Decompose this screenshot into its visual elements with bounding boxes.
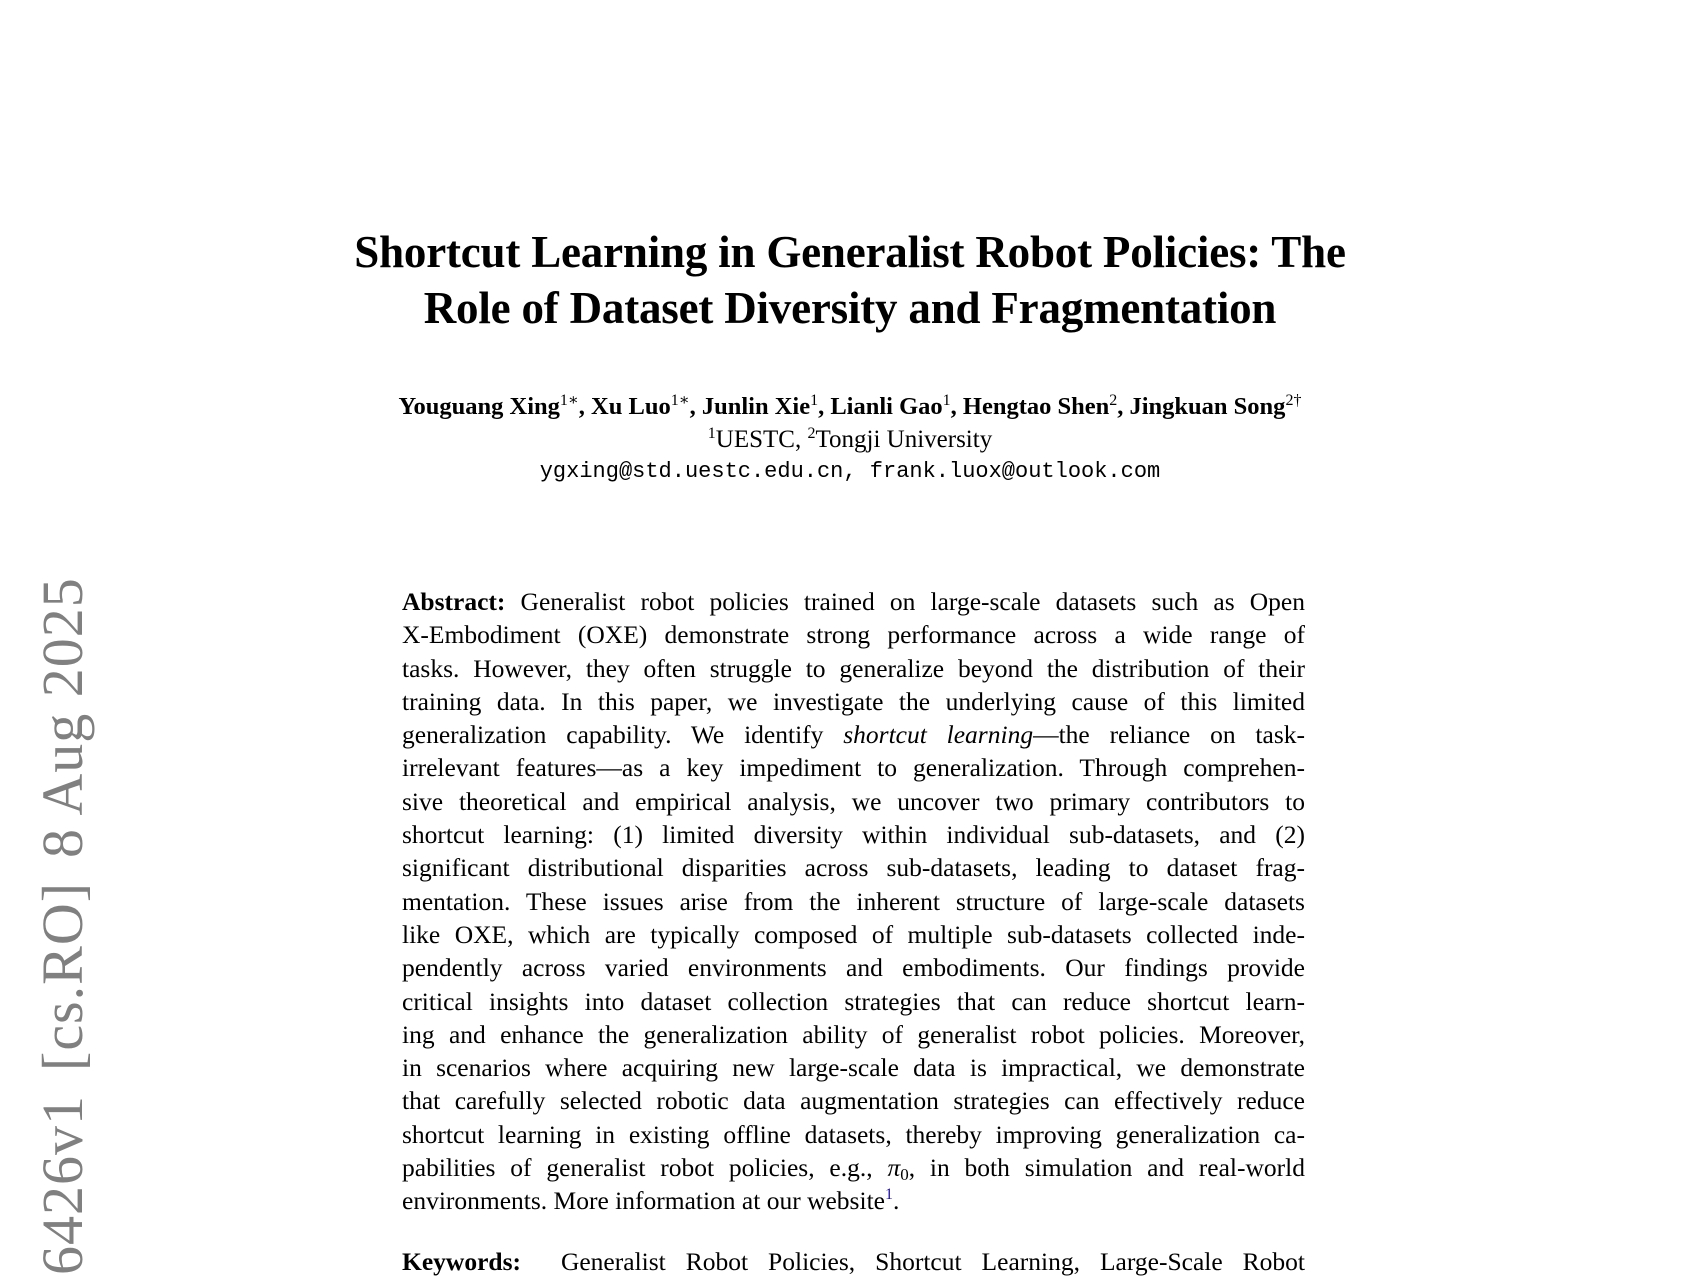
abstract-line: in scenarios where acquiring new large-scale data is impractical, we demonstrate: [402, 1053, 1305, 1083]
abstract-line: that carefully selected robotic data augmentation strategies can effectively reduce: [402, 1086, 1305, 1116]
abstract-line: pendently across varied environments and embodiments. Our findings provide: [402, 953, 1305, 983]
author: Xu Luo: [591, 393, 671, 420]
abstract-line: shortcut learning in existing offline datasets, thereby improving generalization ca-: [402, 1119, 1305, 1149]
keywords: [402, 1245, 1305, 1278]
author: Junlin Xie: [701, 393, 811, 420]
author: Hengtao Shen: [962, 393, 1110, 420]
abstract-line: mentation. These issues arise from the inherent structure of large-scale datasets: [402, 886, 1305, 916]
affiliations: $^1$UESTC, $^2$Tongji University: [707, 425, 993, 453]
abstract-line: significant distributional disparities across sub-datasets, leading to dataset frag-: [402, 853, 1305, 883]
pi-symbol: π: [887, 1153, 901, 1183]
abstract-line: tasks. However, they often struggle to generalize beyond the distribution of their: [402, 653, 1305, 683]
author-list: Youguang Xing$^{1∗}$, Xu Luo$^{1∗}$, Junlin Xie$^1$, Lianli Gao$^1$, Hengtao Shen$^2$, Jingkuan Song$^{2\dagger}$: [398, 392, 1302, 420]
arxiv-side-stamp: [28, 577, 98, 1275]
keywords-text: Generalist Robot Policies, Shortcut Learning, Large-Scale Robot: [560, 1247, 1305, 1276]
abstract-line: training data. In this paper, we investigate the underlying cause of this limited: [402, 686, 1305, 716]
abstract-line: [402, 585, 1305, 618]
keywords-label: Keywords:: [402, 1247, 521, 1276]
abstract-line: X-Embodiment (OXE) demonstrate strong performance across a wide range of: [402, 620, 1305, 650]
title-line-2: Role of Dataset Diversity and Fragmentation: [423, 283, 1277, 333]
abstract-line: sive theoretical and empirical analysis, we uncover two primary contributors to: [402, 786, 1305, 816]
arxiv-date: 8 Aug 2025: [30, 577, 95, 858]
abstract-line: shortcut learning: (1) limited diversity within individual sub-datasets, and (2): [402, 820, 1305, 850]
abstract-text: , in both simulation and real-world: [908, 1153, 1305, 1183]
abstract-italic-term: shortcut learning: [843, 720, 1034, 750]
abstract-line: critical insights into dataset collection strategies that can reduce shortcut learn-: [402, 986, 1305, 1016]
author-affiliation-mark: 1: [942, 392, 951, 409]
abstract-text: —the reliance on task-: [1033, 720, 1305, 750]
abstract-text: pabilities of generalist robot policies, e.g.,: [402, 1153, 888, 1183]
abstract-label: Abstract:: [402, 587, 506, 616]
abstract-line: ing and enhance the generalization ability of generalist robot policies. Moreover,: [402, 1019, 1305, 1049]
abstract-line: [402, 1184, 1305, 1217]
abstract-text: generalization capability. We identify: [402, 720, 844, 750]
author: Lianli Gao: [830, 393, 943, 420]
affiliation-mark: 2: [807, 425, 816, 442]
author-affiliation-mark: 1∗: [670, 392, 690, 409]
pi-subscript: 0: [900, 1165, 909, 1185]
arxiv-category: [cs.RO]: [30, 881, 95, 1071]
affiliation: Tongji University: [815, 426, 993, 453]
author-affiliation-mark: 1: [810, 392, 819, 409]
author: Jingkuan Song: [1129, 393, 1286, 420]
abstract-text: Generalist robot policies trained on large-scale datasets such as Open: [520, 587, 1306, 616]
pi-zero-symbol: [887, 1153, 909, 1185]
abstract-text: .: [892, 1186, 900, 1216]
affiliation: UESTC: [715, 426, 795, 453]
arxiv-id: 6426v1: [30, 1095, 95, 1275]
author-emails: ygxing@std.uestc.edu.cn, frank.luox@outlook.com: [539, 459, 1161, 484]
author-affiliation-mark: 2: [1109, 392, 1118, 409]
abstract-text: environments. More information at our website: [402, 1186, 885, 1216]
author-affiliation-mark: 1∗: [559, 392, 579, 409]
abstract-line: [402, 718, 1305, 751]
website-footnote-link[interactable]: 1: [884, 1186, 893, 1204]
title-line-1: Shortcut Learning in Generalist Robot Policies: The: [354, 227, 1346, 277]
author: Youguang Xing: [398, 393, 560, 420]
abstract-line: like OXE, which are typically composed of multiple sub-datasets collected inde-: [402, 919, 1305, 949]
author-affiliation-mark: 2†: [1285, 392, 1302, 409]
abstract: [402, 585, 1305, 1218]
paper-title: [0, 224, 1700, 336]
abstract-line: irrelevant features—as a key impediment to generalization. Through comprehen-: [402, 753, 1305, 783]
abstract-line: [402, 1151, 1305, 1184]
affiliation-mark: 1: [707, 425, 716, 442]
